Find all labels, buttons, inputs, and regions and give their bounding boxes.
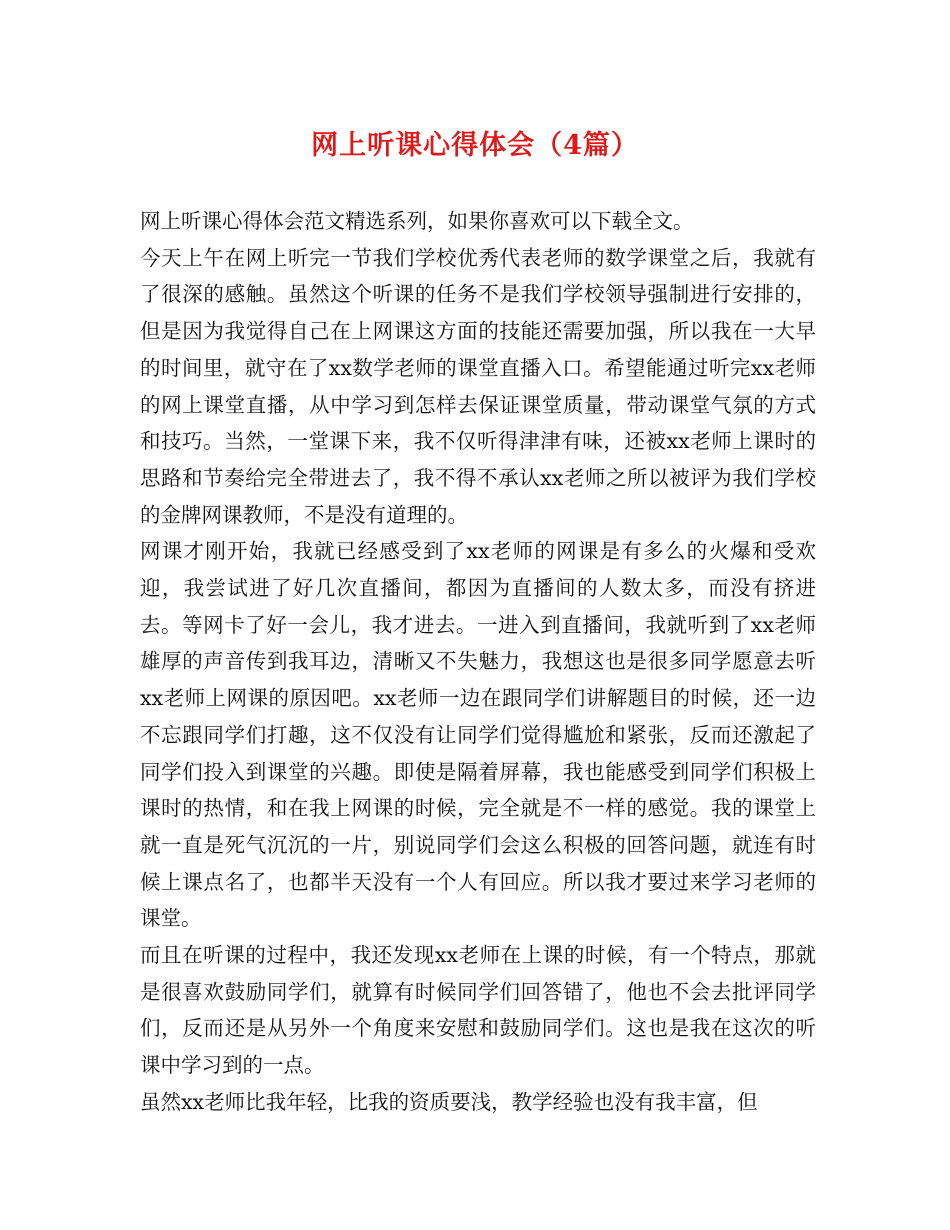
document-title: 网上听课心得体会（4篇）	[311, 130, 639, 161]
document-body	[140, 203, 816, 1121]
paragraph-intro: 网上听课心得体会范文精选系列，如果你喜欢可以下载全文。	[140, 209, 694, 233]
paragraph-4: 虽然xx老师比我年轻，比我的资质要浅，教学经验也没有我丰富，但	[140, 1089, 758, 1114]
paragraph-2: 网课才刚开始，我就已经感受到了xx老师的网课是有多么的火爆和受欢迎，我尝试进了好几次直播间，都因为直播间的人数太多，而没有挤进去。等网卡了好一会儿，我才进去。一进入到直播间，我就听到了xx老师雄厚的声音传到我耳边，清晰又不失魅力，我想这也是很多同学愿意去听xx老师上网课的原因吧。xx老师一边在跟同学们讲解题目的时候，还一边不忘跟同学们打趣，这不仅没有让同学们觉得尴尬和紧张，反而还激起了同学们投入到课堂的兴趣。即使是隔着屏幕，我也能感受到同学们积极上课时的热情，和在我上网课的时候，完全就是不一样的感觉。我的课堂上就一直是死气沉沉的一片，别说同学们会这么积极的回答问题，就连有时候上课点名了，也都半天没有一个人有回应。所以我才要过来学习老师的课堂。	[140, 539, 816, 931]
paragraph-3: 而且在听课的过程中，我还发现xx老师在上课的时候，有一个特点，那就是很喜欢鼓励同学们，就算有时候同学们回答错了，他也不会去批评同学们，反而还是从另外一个角度来安慰和鼓励同学们。这也是我在这次的听课中学习到的一点。	[140, 943, 816, 1078]
paragraph-1: 今天上午在网上听完一节我们学校优秀代表老师的数学课堂之后，我就有了很深的感触。虽然这个听课的任务不是我们学校领导强制进行安排的，但是因为我觉得自己在上网课这方面的技能还需要加强，所以我在一大早的时间里，就守在了xx数学老师的课堂直播入口。希望能通过听完xx老师的网上课堂直播，从中学习到怎样去保证课堂质量，带动课堂气氛的方式和技巧。当然，一堂课下来，我不仅听得津津有味，还被xx老师上课时的思路和节奏给完全带进去了，我不得不承认xx老师之所以被评为我们学校的金牌网课教师，不是没有道理的。	[140, 245, 816, 527]
